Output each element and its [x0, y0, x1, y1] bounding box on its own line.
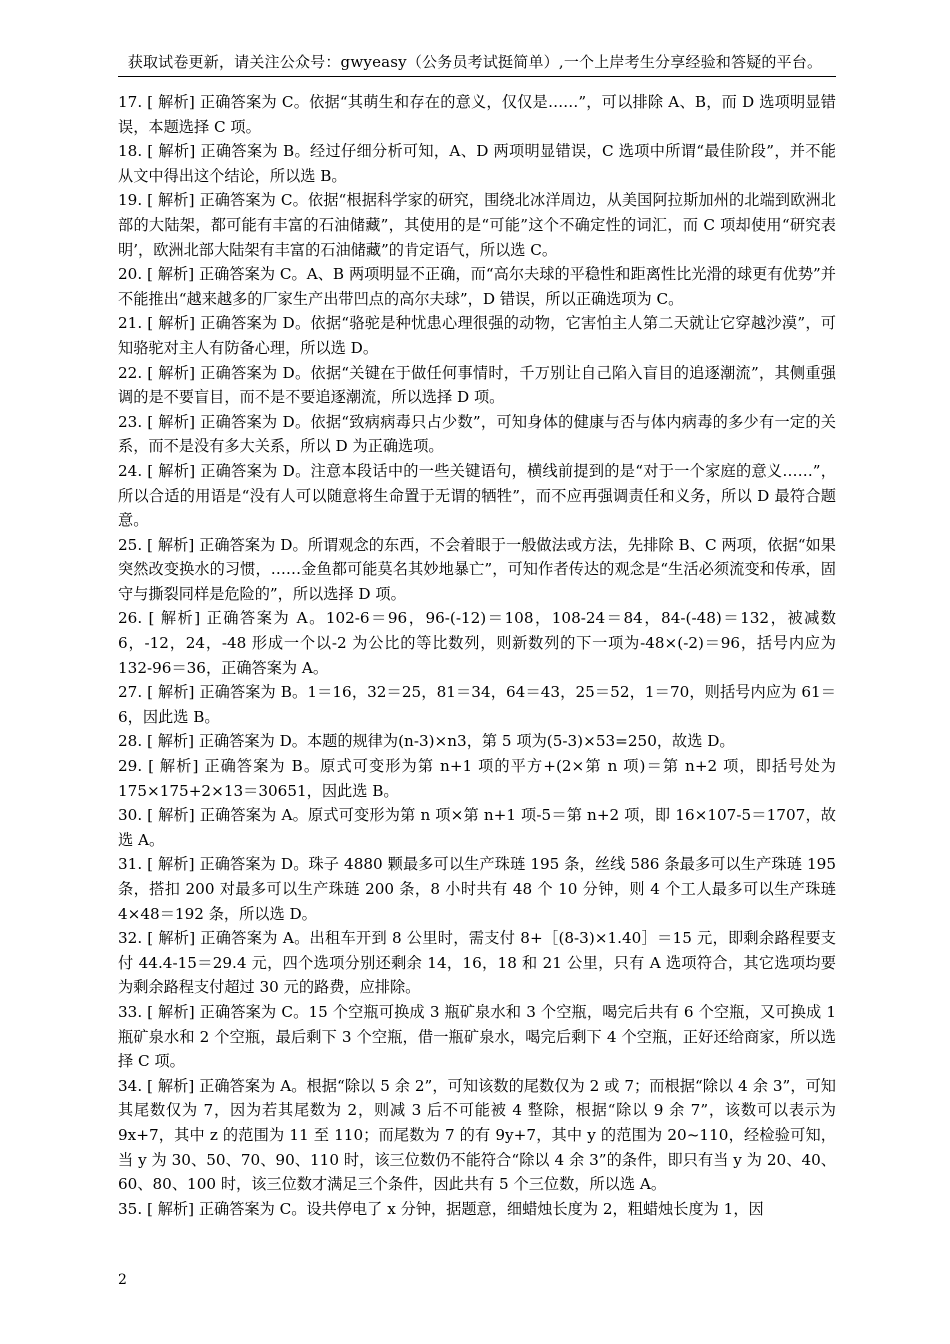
- answer-item-17: 17. [ 解析] 正确答案为 C。依据“其萌生和存在的意义，仅仅是……”，可以排除 A、B，而 D 选项明显错误，本题选择 C 项。: [118, 93, 836, 136]
- answer-item-31: 31. [ 解析] 正确答案为 D。珠子 4880 颗最多可以生产珠琏 195 条，丝线 586 条最多可以生产珠琏 195 条，搭扣 200 对最多可以生产珠琏 200 条，8 小时共有 48 个 10 分钟，则 4 个工人最多可以生产珠琏 4×48＝192 条，所以选 D。: [118, 855, 836, 923]
- answer-item-26: 26. [ 解析] 正确答案为 A。102-6＝96，96-(-12)＝108，108-24＝84，84-(-48)＝132，被减数 6，-12，24，-48 形成一个以-2 为公比的等比数列，则新数列的下一项为-48×(-2)＝96，括号内应为 132-96＝36，正确答案为 A。: [118, 609, 836, 677]
- answer-item-29: 29. [ 解析] 正确答案为 B。原式可变形为第 n+1 项的平方+(2×第 n 项)＝第 n+2 项，即括号处为 175×175+2×13＝30651，因此选 B。: [118, 757, 836, 800]
- answer-item-24: 24. [ 解析] 正确答案为 D。注意本段话中的一些关键语句，横线前提到的是“对于一个家庭的意义……”，所以合适的用语是“没有人可以随意将生命置于无谓的牺牲”，而不应再强调责任和义务，所以 D 最符合题意。: [118, 461, 836, 530]
- answer-item-20: 20. [ 解析] 正确答案为 C。A、B 两项明显不正确，而“高尔夫球的平稳性和距离性比光滑的球更有优势”并不能推出“越来越多的厂家生产出带凹点的高尔夫球”，D 错误，所以正确选项为 C。: [118, 265, 836, 308]
- answer-item-33: 33. [ 解析] 正确答案为 C。15 个空瓶可换成 3 瓶矿泉水和 3 个空瓶，喝完后共有 6 个空瓶，又可换成 1 瓶矿泉水和 2 个空瓶，最后剩下 3 个空瓶，借一瓶矿泉水，喝完后剩下 4 个空瓶，正好还给商家，所以选择 C 项。: [118, 1002, 836, 1071]
- page-number: 2: [118, 1272, 127, 1288]
- answer-item-22: 22. [ 解析] 正确答案为 D。依据“关键在于做任何事情时，千万别让自己陷入盲目的追逐潮流”，其侧重强调的是不要盲目，而不是不要追逐潮流，所以选择 D 项。: [118, 363, 836, 407]
- answer-explanations: [118, 90, 836, 1221]
- answer-item-27: 27. [ 解析] 正确答案为 B。1＝16，32＝25，81＝34，64＝43，25＝52，1＝70，则括号内应为 61＝6，因此选 B。: [118, 683, 836, 726]
- answer-item-19: 19. [ 解析] 正确答案为 C。依据“根据科学家的研究，围绕北冰洋周边，从美国阿拉斯加州的北端到欧洲北部的大陆架，都可能有丰富的石油储藏”，其使用的是“可能”这个不确定性的词汇，而 C 项却使用“研究表明’，欧洲北部大陆架有丰富的石油储藏”的肯定语气，所以选 C。: [118, 191, 836, 259]
- answer-item-28: 28. [ 解析] 正确答案为 D。本题的规律为(n-3)×n3，第 5 项为(5-3)×53=250，故选 D。: [118, 732, 735, 751]
- answer-item-34: 34. [ 解析] 正确答案为 A。根据“除以 5 余 2”，可知该数的尾数仅为 2 或 7；而根据“除以 4 余 3”，可知其尾数仅为 7，因为若其尾数为 2，则减 3 后不可能被 4 整除，根据“除以 9 余 7”，该数可以表示为 9x+7，其中 z 的范围为 11 至 110；而尾数为 7 的有 9y+7，其中 y 的范围为 20~110，经检验可知，当 y 为 30、50、70、90、110 时，该三位数仍不能符合“除以 4 余 3”的条件，即只有当 y 为 20、40、60、80、100 时，该三位数才满足三个条件，因此共有 5 个三位数，所以选 A。: [118, 1076, 836, 1194]
- answer-item-25: 25. [ 解析] 正确答案为 D。所谓观念的东西，不会着眼于一般做法或方法，先排除 B、C 两项，依据“如果突然改变换水的习惯，……金鱼都可能莫名其妙地暴亡”，可知作者传达的观念是“生活必须流变和传承，固守与撕裂同样是危险的”，所以选择 D 项。: [118, 535, 836, 603]
- answer-item-18: 18. [ 解析] 正确答案为 B。经过仔细分析可知，A、D 两项明显错误，C 选项中所谓“最佳阶段”，并不能从文中得出这个结论，所以选 B。: [118, 142, 836, 185]
- header-divider: [118, 76, 836, 77]
- answer-item-32: 32. [ 解析] 正确答案为 A。出租车开到 8 公里时，需支付 8+［(8-3)×1.40］＝15 元，即剩余路程要支付 44.4-15＝29.4 元，四个选项分别还剩余 14，16，18 和 21 公里，只有 A 选项符合，其它选项均要为剩余路程支付超过 30 元的路费，应排除。: [118, 929, 836, 997]
- answer-item-23: 23. [ 解析] 正确答案为 D。依据“致病病毒只占少数”，可知身体的健康与否与体内病毒的多少有一定的关系，而不是没有多大关系，所以 D 为正确选项。: [118, 412, 836, 456]
- answer-item-21: 21. [ 解析] 正确答案为 D。依据“骆驼是种忧患心理很强的动物，它害怕主人第二天就让它穿越沙漠”，可知骆驼对主人有防备心理，所以选 D。: [118, 314, 836, 357]
- answer-item-35: 35. [ 解析] 正确答案为 C。设共停电了 x 分钟，据题意，细蜡烛长度为 2，粗蜡烛长度为 1，因: [118, 1199, 764, 1218]
- answer-item-30: 30. [ 解析] 正确答案为 A。原式可变形为第 n 项×第 n+1 项-5＝第 n+2 项，即 16×107-5＝1707，故选 A。: [118, 806, 836, 849]
- page-header-notice: 获取试卷更新，请关注公众号：gwyeasy（公务员考试挺简单）,一个上岸考生分享经验和答疑的平台。: [127, 53, 823, 71]
